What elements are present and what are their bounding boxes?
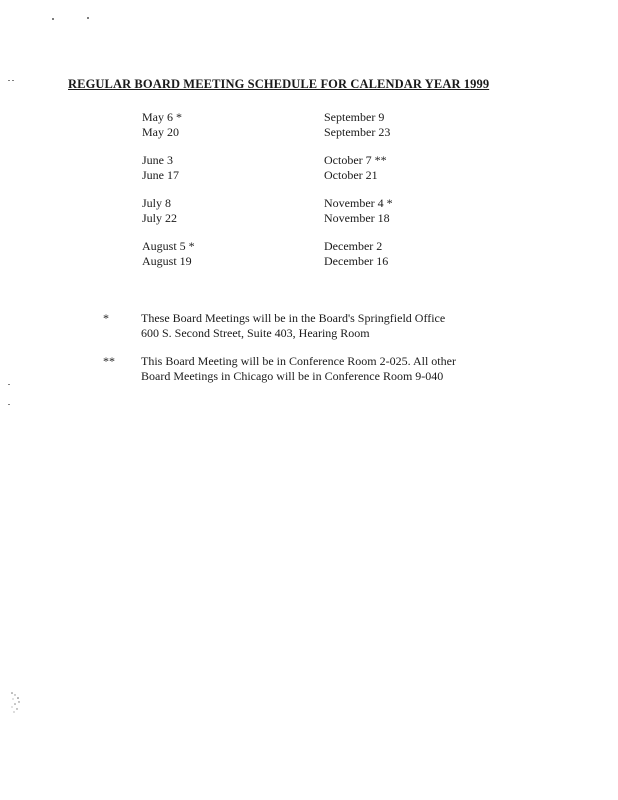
footnote-mark: * bbox=[103, 311, 109, 325]
footnote-line: 600 S. Second Street, Suite 403, Hearing Room bbox=[141, 326, 370, 340]
meeting-date: August 5 * bbox=[142, 239, 195, 253]
footnote-line: These Board Meetings will be in the Board's Springfield Office bbox=[141, 311, 446, 325]
meeting-date: June 3 bbox=[142, 153, 173, 167]
meeting-date: June 17 bbox=[142, 167, 179, 182]
meeting-date: May 20 bbox=[142, 124, 179, 139]
date-group bbox=[142, 239, 195, 268]
date-group bbox=[324, 239, 393, 268]
footnote-line: This Board Meeting will be in Conference Room 2-025. All other bbox=[141, 354, 456, 368]
scan-speck bbox=[87, 17, 89, 19]
meeting-date: September 23 bbox=[324, 124, 391, 139]
schedule-column-left bbox=[142, 110, 195, 282]
footnote-double-asterisk bbox=[103, 354, 583, 384]
meeting-date: September 9 bbox=[324, 110, 385, 124]
scan-smudge-icon bbox=[9, 690, 23, 714]
meeting-date: October 21 bbox=[324, 167, 378, 182]
schedule-column-right bbox=[324, 110, 393, 282]
meeting-date: May 6 * bbox=[142, 110, 182, 124]
date-group bbox=[324, 153, 393, 182]
meeting-date: October 7 ** bbox=[324, 153, 387, 167]
scan-speck bbox=[12, 80, 14, 81]
meeting-date: November 18 bbox=[324, 210, 390, 225]
meeting-date: December 2 bbox=[324, 239, 383, 253]
date-group bbox=[142, 153, 195, 182]
footnote-line: Board Meetings in Chicago will be in Conference Room 9-040 bbox=[141, 369, 444, 383]
meeting-date: July 22 bbox=[142, 210, 178, 225]
scan-speck bbox=[8, 80, 10, 81]
date-group bbox=[142, 110, 195, 139]
meeting-date: July 8 bbox=[142, 196, 172, 210]
footnote-text bbox=[141, 354, 583, 384]
date-group bbox=[324, 196, 393, 225]
footnote-single-asterisk bbox=[103, 311, 583, 341]
meeting-date: December 16 bbox=[324, 253, 389, 268]
footnote-mark: ** bbox=[103, 354, 115, 368]
page-title: REGULAR BOARD MEETING SCHEDULE FOR CALENDAR YEAR 1999 bbox=[68, 77, 490, 91]
scan-speck bbox=[52, 18, 54, 20]
scan-speck bbox=[8, 404, 10, 405]
scan-speck bbox=[8, 384, 10, 385]
meeting-date: November 4 * bbox=[324, 196, 393, 210]
date-group bbox=[324, 110, 393, 139]
meeting-date: August 19 bbox=[142, 253, 192, 268]
footnote-text bbox=[141, 311, 583, 341]
date-group bbox=[142, 196, 195, 225]
